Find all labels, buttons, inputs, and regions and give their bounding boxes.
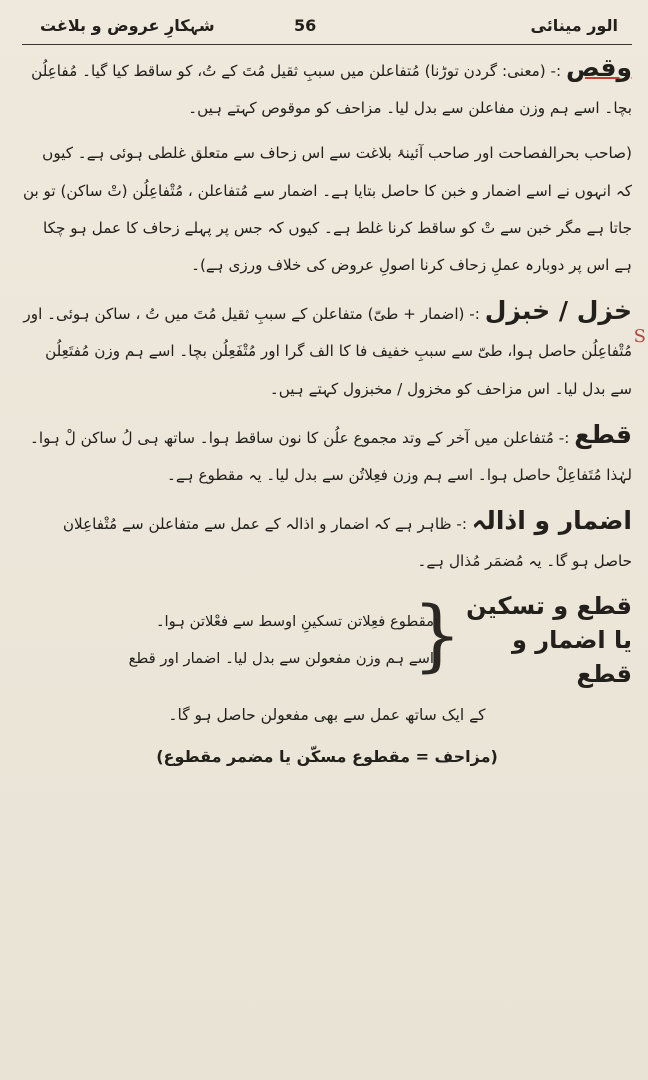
term-izmar-qata: یا اضمار و قطع [512, 625, 632, 688]
note-text: (صاحب بحرالفصاحت اور صاحب آئینۂ بلاغت سے اس زحاف سے متعلق غلطی ہوئی ہے۔ کیوں کہ انہوں نے اسے اضمار و خبن کا حاصل بتایا ہے۔ اضمار سے مُتفاعلن ، مُتْفاعِلُن (تْ ساکن) تو بن جاتا ہے مگر خبن سے تْ کو ساقط کرنا غلط ہے۔ کیوں کہ جس پر پہلے زحاف کا عمل ہو چکا ہے اس پر دوبارہ عملِ زحاف کرنا اصولِ عروض کی خلاف ورزی ہے)۔ [22, 144, 632, 275]
page-number: 56 [294, 16, 317, 35]
split-definition-text [22, 603, 434, 677]
definition-khazl: :- (اضمار + طیّ) متفاعلن کے سببِ ثقیل مُتَ میں تُ ، ساکن ہوئی۔ اور مُتْفاعِلُن حاصل ہوا، طیّ سے سببِ خفیف فا کا الف گرا اور مُتْفَعِلُن بچا۔ اسے ہم وزن مُفتَعِلُن سے بدل لیا۔ اس مزاحف کو مخزول / مخبزول کہتے ہیں۔ [23, 305, 632, 398]
margin-note: S [633, 326, 646, 347]
author-name: الور مینائی [530, 16, 618, 35]
split-line-1: مقطوع فعِلاتن تسکینِ اوسط سے فعْلاتن ہوا۔ [155, 612, 434, 630]
book-title: شہکارِ عروض و بلاغت [40, 16, 215, 35]
main-text [22, 45, 632, 775]
definition-qata: :- مُتفاعلن میں آخر کے وتد مجموع علُن کا نون ساقط ہوا۔ ساتھ ہی لُ ساکن لْ ہوا۔ لہٰذا مُتَفاعِلْ حاصل ہوا۔ اسے ہم وزن فعِلاتُن سے بدل لیا۔ یہ مقطوع ہے۔ [30, 428, 632, 485]
final-note: (مزاحف = مقطوع مسکّن یا مضمر مقطوع) [156, 746, 498, 766]
term-izmar-izala: اضمار و اذالہ [471, 506, 632, 536]
paragraph-waqs [22, 49, 632, 127]
term-waqs: وقص [565, 53, 632, 82]
term-khazl: خزل / خبزل [484, 296, 632, 326]
term-qata: قطع [574, 419, 632, 449]
term-qata-taskeen: قطع و تسکین [466, 591, 632, 620]
split-line-2: اسے ہم وزن مفعولن سے بدل لیا۔ اضمار اور قطع [128, 649, 434, 667]
page-header [22, 12, 632, 45]
curly-brace-icon: { [412, 590, 462, 681]
definition-izmar-izala: :- ظاہر ہے کہ اضمار و اذالہ کے عمل سے متفاعلن سے مُتْفاعِلان حاصل ہو گا۔ یہ مُضمَر مُذال ہے۔ [62, 515, 632, 571]
paragraph-izmar-izala [22, 502, 632, 580]
paragraph-khazl [22, 292, 632, 408]
definition-waqs: :- (معنی: گردن توڑنا) مُتفاعلن میں سببِ ثقیل مُتَ کے تُ، کو ساقط کیا گیا۔ مُفاعِلُن بچا۔ اسے ہم وزن مفاعلن سے بدل لیا۔ مزاحف کو موقوص کہتے ہیں۔ [31, 62, 632, 118]
conclusion-line: کے ایک ساتھ عمل سے بھی مفعولن حاصل ہو گا۔ [168, 705, 486, 724]
split-terms [462, 589, 632, 691]
paragraph-qata [22, 416, 632, 494]
split-definition-block [22, 589, 632, 691]
paragraph-note [22, 135, 632, 284]
